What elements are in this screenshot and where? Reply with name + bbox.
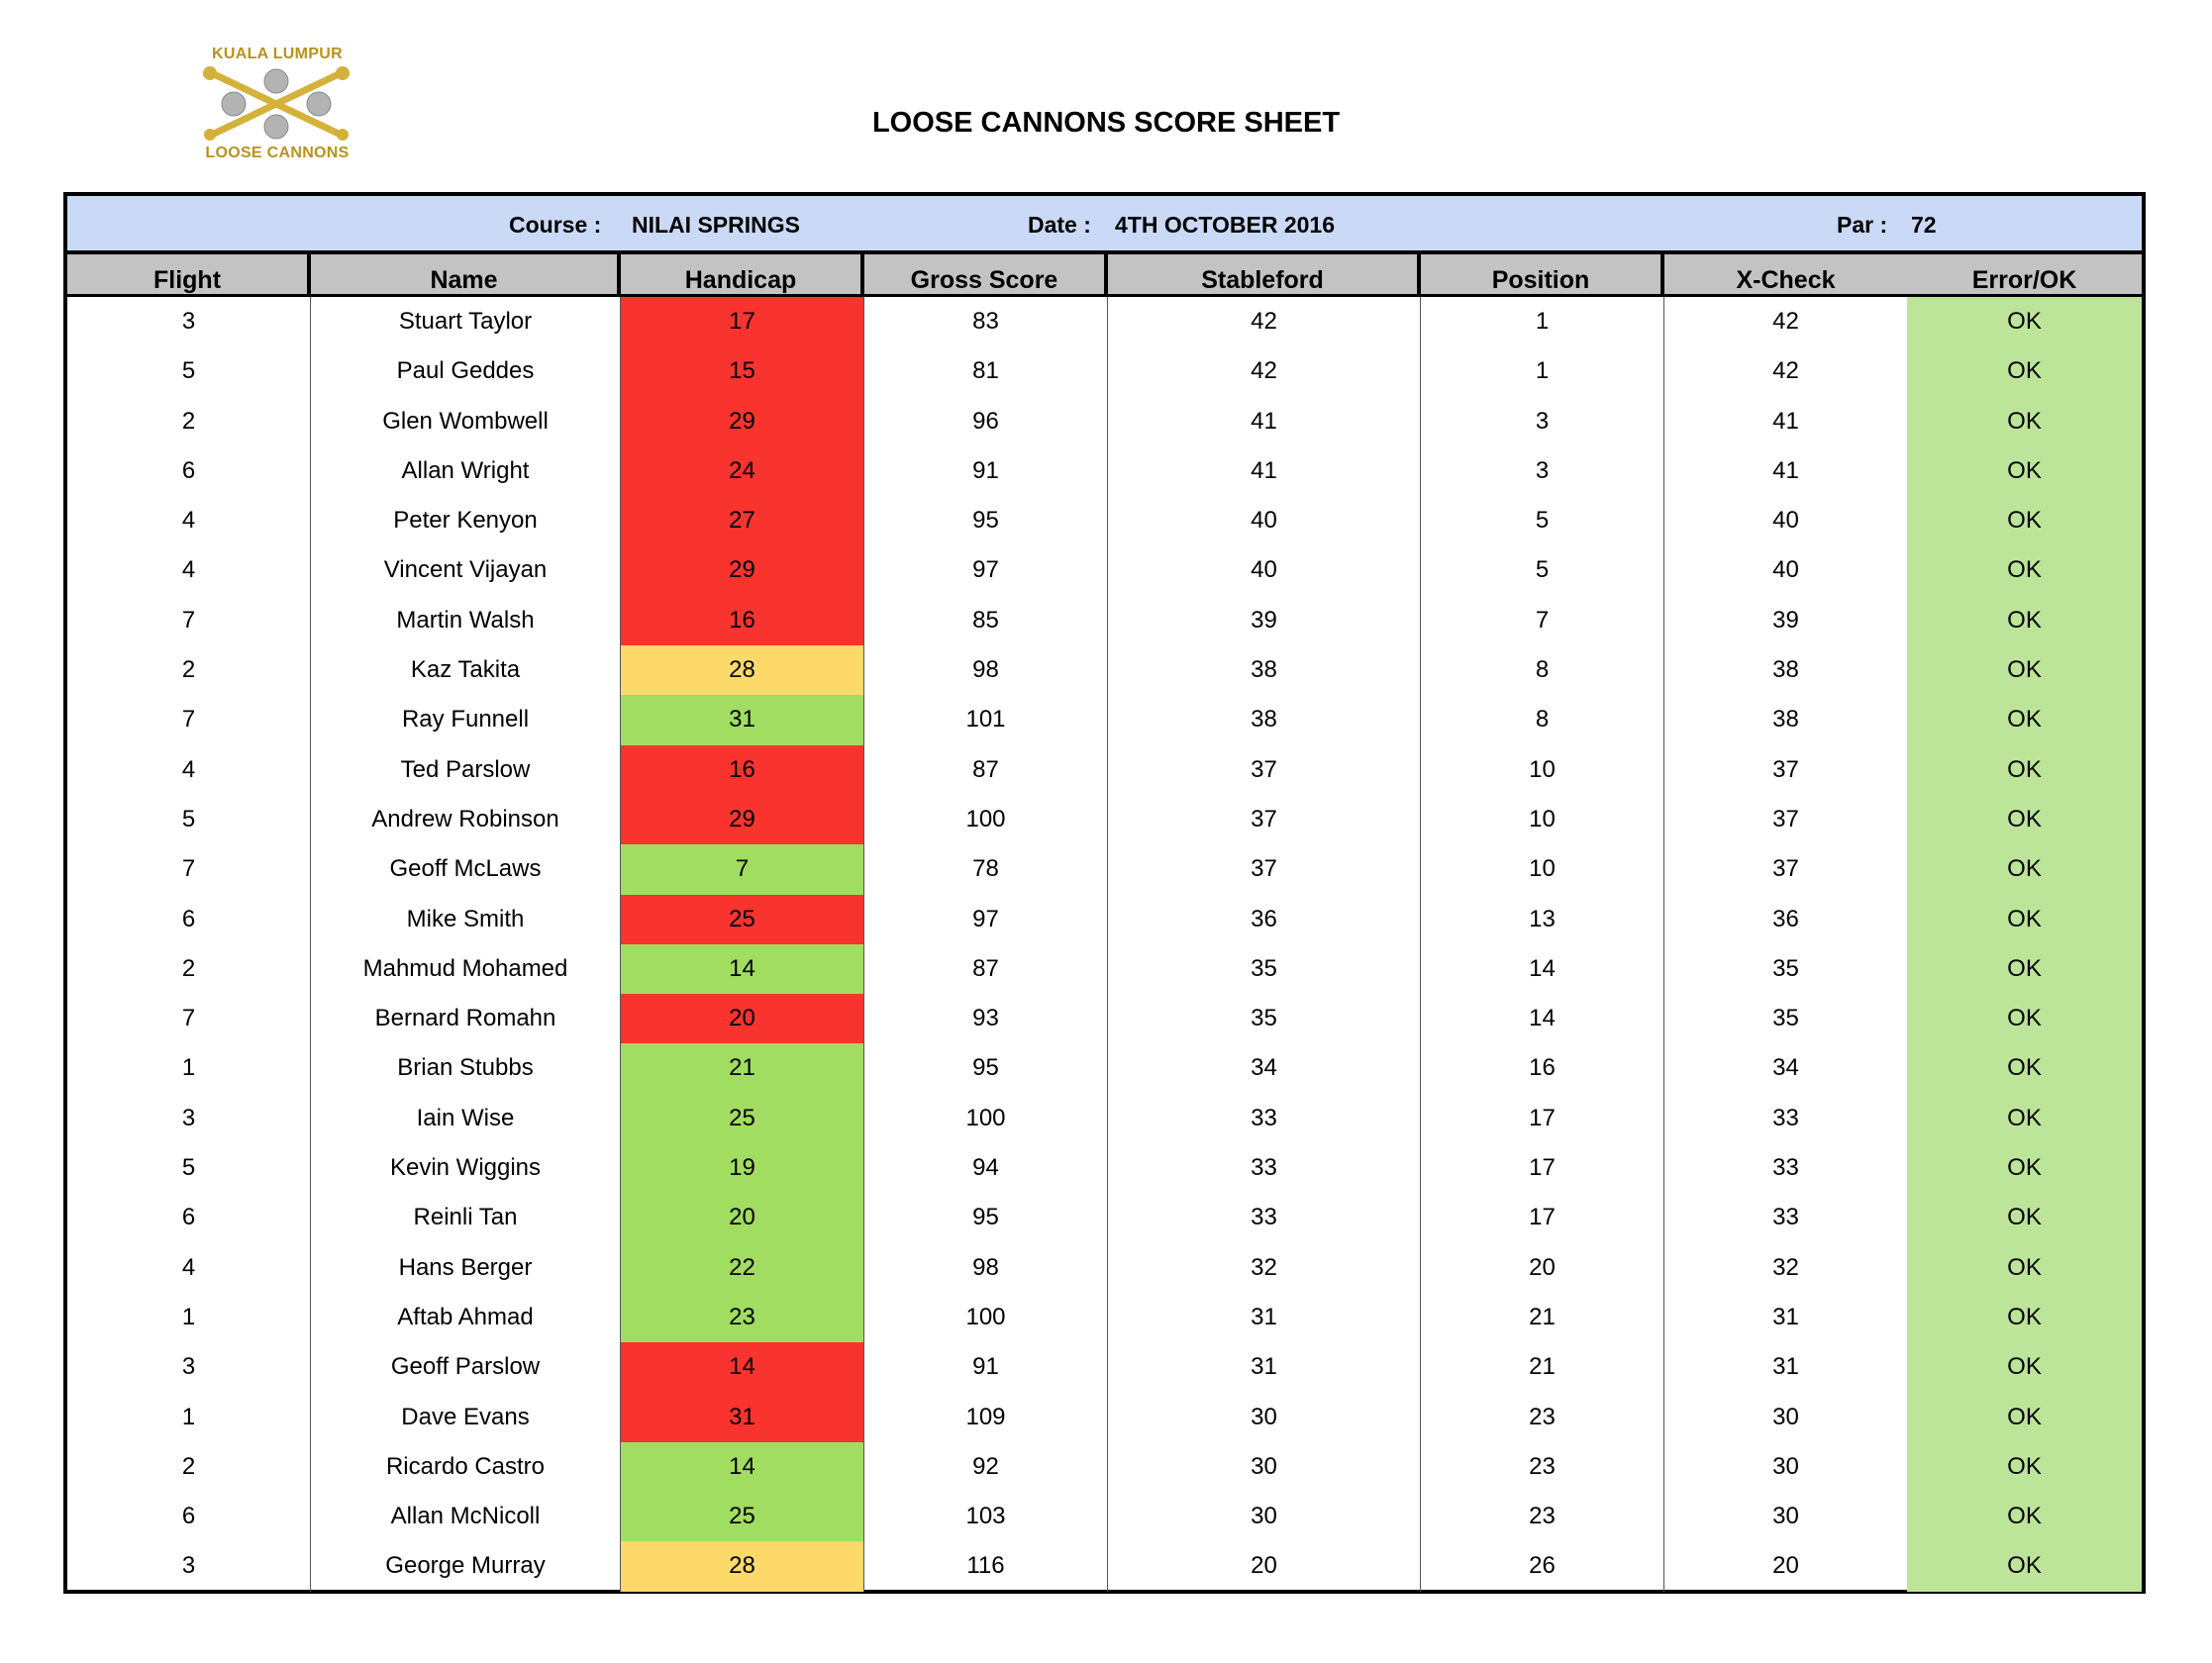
cell-flight: 5 xyxy=(67,346,311,396)
table-row xyxy=(67,1243,2142,1293)
cell-x-check: 38 xyxy=(1772,706,1799,734)
cell-error-ok: OK xyxy=(1907,1193,2142,1242)
cell-stableford: 31 xyxy=(1108,1342,1421,1392)
column-header-x-check: X-Check xyxy=(1736,266,1836,294)
cell-x-check: 38 xyxy=(1772,656,1799,684)
table-row xyxy=(67,346,2142,396)
cell-gross-score: 81 xyxy=(864,346,1108,396)
cell-x-check: 32 xyxy=(1772,1253,1799,1281)
cell-error-ok: OK xyxy=(1907,1541,2142,1591)
cell-error-ok: OK xyxy=(1907,1492,2142,1541)
table-row xyxy=(67,596,2142,645)
cell-handicap: 28 xyxy=(621,645,864,695)
cell-name: Dave Evans xyxy=(311,1393,621,1442)
cell-error-ok: OK xyxy=(1907,397,2142,446)
cell-x-check: 34 xyxy=(1772,1054,1799,1082)
cell-error-ok: OK xyxy=(1907,1342,2142,1392)
cell-name: Peter Kenyon xyxy=(311,496,621,545)
cell-handicap: 25 xyxy=(621,1492,864,1541)
cell-flight: 3 xyxy=(67,1094,311,1143)
course-label: Course : xyxy=(509,212,602,238)
logo-bottom-text: LOOSE CANNONS xyxy=(205,145,350,161)
cell-flight: 4 xyxy=(67,745,311,795)
cell-x-check: 41 xyxy=(1772,456,1799,484)
cell-position: 14 xyxy=(1421,994,1664,1043)
cell-error-ok: OK xyxy=(1907,297,2142,346)
cell-flight: 2 xyxy=(67,645,311,695)
cell-name: Martin Walsh xyxy=(311,596,621,645)
cell-stableford: 32 xyxy=(1108,1243,1421,1293)
table-body xyxy=(67,297,2142,1592)
cell-gross-score: 101 xyxy=(864,695,1108,744)
table-row xyxy=(67,1094,2142,1143)
cell-stableford: 38 xyxy=(1108,645,1421,695)
cell-stableford: 40 xyxy=(1108,545,1421,595)
cell-position: 14 xyxy=(1421,944,1664,994)
table-row xyxy=(67,645,2142,695)
cell-error-ok: OK xyxy=(1907,895,2142,944)
cell-x-check: 40 xyxy=(1772,507,1799,535)
cell-error-ok: OK xyxy=(1907,1094,2142,1143)
cell-name: Iain Wise xyxy=(311,1094,621,1143)
cell-name: Andrew Robinson xyxy=(311,795,621,844)
cell-position: 3 xyxy=(1421,446,1664,496)
cell-x-check: 36 xyxy=(1772,905,1799,932)
cell-stableford: 37 xyxy=(1108,844,1421,894)
date-label: Date : xyxy=(1028,212,1091,238)
cell-name: Paul Geddes xyxy=(311,346,621,396)
cell-error-ok: OK xyxy=(1907,645,2142,695)
cell-handicap: 17 xyxy=(621,297,864,346)
cell-flight: 6 xyxy=(67,1492,311,1541)
cell-error-ok: OK xyxy=(1907,944,2142,994)
cell-handicap: 14 xyxy=(621,1442,864,1492)
cell-error-ok: OK xyxy=(1907,745,2142,795)
cell-flight: 7 xyxy=(67,844,311,894)
page-title: LOOSE CANNONS SCORE SHEET xyxy=(871,107,1341,139)
cell-error-ok: OK xyxy=(1907,1243,2142,1293)
cell-gross-score: 98 xyxy=(864,645,1108,695)
par-label: Par : xyxy=(1837,212,1888,238)
cell-error-ok: OK xyxy=(1907,994,2142,1043)
cell-stableford: 42 xyxy=(1108,297,1421,346)
cell-position: 8 xyxy=(1421,695,1664,744)
cell-handicap: 7 xyxy=(621,844,864,894)
cell-flight: 6 xyxy=(67,1193,311,1242)
cell-name: Kaz Takita xyxy=(311,645,621,695)
cell-error-ok: OK xyxy=(1907,1143,2142,1193)
cell-position: 20 xyxy=(1421,1243,1664,1293)
cell-handicap: 29 xyxy=(621,795,864,844)
cell-stableford: 33 xyxy=(1108,1094,1421,1143)
cell-stableford: 37 xyxy=(1108,795,1421,844)
cell-position: 7 xyxy=(1421,596,1664,645)
cell-handicap: 16 xyxy=(621,745,864,795)
cell-flight: 7 xyxy=(67,994,311,1043)
cell-stableford: 20 xyxy=(1108,1541,1421,1591)
cell-handicap: 31 xyxy=(621,1393,864,1442)
cell-position: 23 xyxy=(1421,1393,1664,1442)
cell-stableford: 30 xyxy=(1108,1492,1421,1541)
table-header xyxy=(67,254,2142,297)
cell-name: George Murray xyxy=(311,1541,621,1591)
table-row xyxy=(67,1393,2142,1442)
table-row xyxy=(67,1442,2142,1492)
cell-handicap: 21 xyxy=(621,1043,864,1093)
cell-gross-score: 91 xyxy=(864,1342,1108,1392)
cell-error-ok: OK xyxy=(1907,844,2142,894)
cell-position: 10 xyxy=(1421,844,1664,894)
cell-name: Mahmud Mohamed xyxy=(311,944,621,994)
cell-x-check: 33 xyxy=(1772,1204,1799,1231)
cell-gross-score: 103 xyxy=(864,1492,1108,1541)
cell-stableford: 34 xyxy=(1108,1043,1421,1093)
cell-name: Ray Funnell xyxy=(311,695,621,744)
cell-handicap: 22 xyxy=(621,1243,864,1293)
cell-name: Stuart Taylor xyxy=(311,297,621,346)
cell-error-ok: OK xyxy=(1907,545,2142,595)
cell-x-check: 31 xyxy=(1772,1303,1799,1330)
cell-gross-score: 91 xyxy=(864,446,1108,496)
cell-position: 23 xyxy=(1421,1442,1664,1492)
cell-stableford: 30 xyxy=(1108,1442,1421,1492)
cell-position: 17 xyxy=(1421,1193,1664,1242)
cell-gross-score: 97 xyxy=(864,895,1108,944)
column-header-gross-score: Gross Score xyxy=(864,254,1108,294)
cell-error-ok: OK xyxy=(1907,596,2142,645)
table-row xyxy=(67,994,2142,1043)
cell-name: Ted Parslow xyxy=(311,745,621,795)
cell-name: Geoff Parslow xyxy=(311,1342,621,1392)
cell-gross-score: 92 xyxy=(864,1442,1108,1492)
cell-handicap: 20 xyxy=(621,1193,864,1242)
cell-handicap: 25 xyxy=(621,895,864,944)
cell-gross-score: 87 xyxy=(864,745,1108,795)
cell-position: 10 xyxy=(1421,745,1664,795)
cell-stableford: 35 xyxy=(1108,944,1421,994)
cell-name: Hans Berger xyxy=(311,1243,621,1293)
cell-error-ok: OK xyxy=(1907,1442,2142,1492)
cell-name: Allan McNicoll xyxy=(311,1492,621,1541)
cell-position: 3 xyxy=(1421,397,1664,446)
cell-flight: 6 xyxy=(67,895,311,944)
cell-x-check: 33 xyxy=(1772,1154,1799,1182)
cell-stableford: 41 xyxy=(1108,397,1421,446)
cell-position: 23 xyxy=(1421,1492,1664,1541)
cell-flight: 4 xyxy=(67,1243,311,1293)
column-header-stableford: Stableford xyxy=(1108,254,1421,294)
table-row xyxy=(67,1143,2142,1193)
cell-position: 21 xyxy=(1421,1293,1664,1342)
logo-top-text: KUALA LUMPUR xyxy=(212,46,343,62)
table-row xyxy=(67,895,2142,944)
cell-gross-score: 95 xyxy=(864,1193,1108,1242)
cell-handicap: 27 xyxy=(621,496,864,545)
cell-gross-score: 97 xyxy=(864,545,1108,595)
cell-flight: 4 xyxy=(67,496,311,545)
cell-handicap: 24 xyxy=(621,446,864,496)
cell-handicap: 14 xyxy=(621,1342,864,1392)
cell-gross-score: 100 xyxy=(864,1094,1108,1143)
cell-flight: 5 xyxy=(67,795,311,844)
cell-position: 17 xyxy=(1421,1143,1664,1193)
cell-flight: 2 xyxy=(67,1442,311,1492)
cell-handicap: 16 xyxy=(621,596,864,645)
table-row xyxy=(67,795,2142,844)
cell-handicap: 19 xyxy=(621,1143,864,1193)
cell-stableford: 37 xyxy=(1108,745,1421,795)
course-info-bar xyxy=(67,196,2142,254)
cell-flight: 3 xyxy=(67,1342,311,1392)
column-header-flight: Flight xyxy=(67,254,311,294)
cell-stableford: 33 xyxy=(1108,1143,1421,1193)
table-row xyxy=(67,397,2142,446)
cell-handicap: 31 xyxy=(621,695,864,744)
table-row xyxy=(67,1541,2142,1591)
cell-name: Ricardo Castro xyxy=(311,1442,621,1492)
cell-gross-score: 94 xyxy=(864,1143,1108,1193)
cell-position: 10 xyxy=(1421,795,1664,844)
table-row xyxy=(67,1193,2142,1242)
cell-flight: 7 xyxy=(67,596,311,645)
cell-stableford: 30 xyxy=(1108,1393,1421,1442)
cell-gross-score: 87 xyxy=(864,944,1108,994)
cell-flight: 6 xyxy=(67,446,311,496)
cell-stableford: 36 xyxy=(1108,895,1421,944)
cell-gross-score: 96 xyxy=(864,397,1108,446)
club-logo xyxy=(188,42,366,170)
cell-error-ok: OK xyxy=(1907,695,2142,744)
cell-flight: 5 xyxy=(67,1143,311,1193)
table-row xyxy=(67,496,2142,545)
cell-flight: 3 xyxy=(67,297,311,346)
table-row xyxy=(67,1342,2142,1392)
cell-x-check: 37 xyxy=(1772,805,1799,832)
cell-x-check: 35 xyxy=(1772,1005,1799,1032)
cell-stableford: 31 xyxy=(1108,1293,1421,1342)
table-row xyxy=(67,745,2142,795)
cell-flight: 2 xyxy=(67,944,311,994)
cell-name: Bernard Romahn xyxy=(311,994,621,1043)
cell-handicap: 29 xyxy=(621,545,864,595)
cell-error-ok: OK xyxy=(1907,446,2142,496)
cell-handicap: 29 xyxy=(621,397,864,446)
cell-name: Brian Stubbs xyxy=(311,1043,621,1093)
cell-handicap: 25 xyxy=(621,1094,864,1143)
cell-x-check: 39 xyxy=(1772,606,1799,634)
cell-flight: 4 xyxy=(67,545,311,595)
cell-x-check: 42 xyxy=(1772,357,1799,385)
table-row xyxy=(67,844,2142,894)
cell-stableford: 40 xyxy=(1108,496,1421,545)
cell-error-ok: OK xyxy=(1907,795,2142,844)
cell-x-check: 41 xyxy=(1772,407,1799,435)
cell-handicap: 20 xyxy=(621,994,864,1043)
cell-gross-score: 109 xyxy=(864,1393,1108,1442)
cell-gross-score: 116 xyxy=(864,1541,1108,1591)
cell-stableford: 41 xyxy=(1108,446,1421,496)
cell-handicap: 15 xyxy=(621,346,864,396)
cell-x-check: 37 xyxy=(1772,755,1799,783)
cell-stableford: 38 xyxy=(1108,695,1421,744)
cell-stableford: 39 xyxy=(1108,596,1421,645)
cell-gross-score: 83 xyxy=(864,297,1108,346)
cell-handicap: 23 xyxy=(621,1293,864,1342)
cell-x-check: 35 xyxy=(1772,954,1799,982)
cell-name: Reinli Tan xyxy=(311,1193,621,1242)
cell-position: 26 xyxy=(1421,1541,1664,1591)
cell-stableford: 33 xyxy=(1108,1193,1421,1242)
table-row xyxy=(67,1492,2142,1541)
cell-name: Aftab Ahmad xyxy=(311,1293,621,1342)
column-header-position: Position xyxy=(1421,254,1664,294)
date-value: 4TH OCTOBER 2016 xyxy=(1115,212,1335,238)
cell-name: Vincent Vijayan xyxy=(311,545,621,595)
cell-x-check: 40 xyxy=(1772,556,1799,584)
cell-flight: 1 xyxy=(67,1393,311,1442)
cell-x-check: 20 xyxy=(1772,1552,1799,1580)
table-row xyxy=(67,1293,2142,1342)
cell-name: Allan Wright xyxy=(311,446,621,496)
cell-gross-score: 93 xyxy=(864,994,1108,1043)
cell-name: Geoff McLaws xyxy=(311,844,621,894)
cell-flight: 2 xyxy=(67,397,311,446)
cell-handicap: 14 xyxy=(621,944,864,994)
cell-gross-score: 95 xyxy=(864,496,1108,545)
cell-position: 5 xyxy=(1421,545,1664,595)
cell-position: 8 xyxy=(1421,645,1664,695)
cell-x-check: 30 xyxy=(1772,1503,1799,1530)
cell-error-ok: OK xyxy=(1907,346,2142,396)
cell-position: 1 xyxy=(1421,297,1664,346)
cell-position: 13 xyxy=(1421,895,1664,944)
cell-x-check: 33 xyxy=(1772,1104,1799,1131)
table-row xyxy=(67,1043,2142,1093)
cell-stableford: 42 xyxy=(1108,346,1421,396)
cell-gross-score: 95 xyxy=(864,1043,1108,1093)
column-header-error-ok: Error/OK xyxy=(1971,266,2077,294)
cell-position: 21 xyxy=(1421,1342,1664,1392)
cell-flight: 3 xyxy=(67,1541,311,1591)
column-header-handicap: Handicap xyxy=(621,254,864,294)
cell-flight: 1 xyxy=(67,1293,311,1342)
cell-name: Mike Smith xyxy=(311,895,621,944)
cell-x-check: 31 xyxy=(1772,1353,1799,1381)
cell-x-check: 42 xyxy=(1772,308,1799,335)
cell-handicap: 28 xyxy=(621,1541,864,1591)
cell-position: 1 xyxy=(1421,346,1664,396)
cell-gross-score: 100 xyxy=(864,795,1108,844)
score-sheet xyxy=(63,192,2146,1594)
table-row xyxy=(67,695,2142,744)
cell-error-ok: OK xyxy=(1907,1293,2142,1342)
table-row xyxy=(67,545,2142,595)
cell-error-ok: OK xyxy=(1907,496,2142,545)
cell-flight: 1 xyxy=(67,1043,311,1093)
cell-x-check: 30 xyxy=(1772,1403,1799,1430)
cell-stableford: 35 xyxy=(1108,994,1421,1043)
cell-name: Kevin Wiggins xyxy=(311,1143,621,1193)
cell-position: 17 xyxy=(1421,1094,1664,1143)
cell-error-ok: OK xyxy=(1907,1393,2142,1442)
cell-gross-score: 78 xyxy=(864,844,1108,894)
cell-name: Glen Wombwell xyxy=(311,397,621,446)
par-value: 72 xyxy=(1911,212,1937,238)
cell-position: 5 xyxy=(1421,496,1664,545)
cell-gross-score: 100 xyxy=(864,1293,1108,1342)
cell-x-check: 30 xyxy=(1772,1452,1799,1480)
cell-error-ok: OK xyxy=(1907,1043,2142,1093)
column-header-name: Name xyxy=(311,254,621,294)
cell-position: 16 xyxy=(1421,1043,1664,1093)
table-row xyxy=(67,944,2142,994)
course-value: NILAI SPRINGS xyxy=(632,212,800,238)
cell-x-check: 37 xyxy=(1772,855,1799,883)
table-row xyxy=(67,297,2142,346)
cell-gross-score: 98 xyxy=(864,1243,1108,1293)
table-row xyxy=(67,446,2142,496)
cell-gross-score: 85 xyxy=(864,596,1108,645)
cell-flight: 7 xyxy=(67,695,311,744)
